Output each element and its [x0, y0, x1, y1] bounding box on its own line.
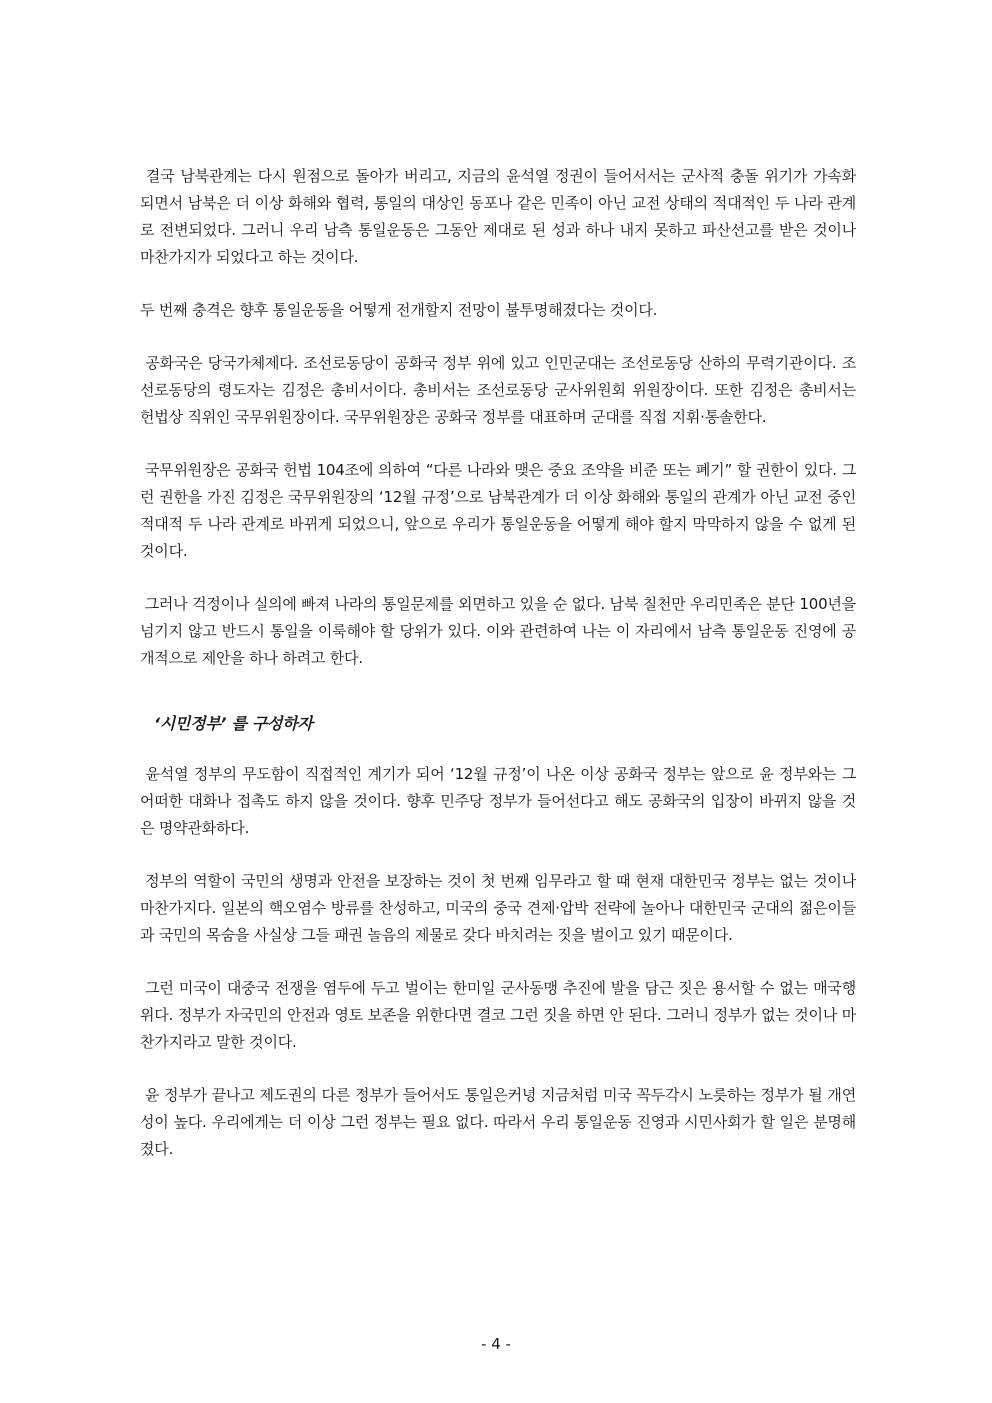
paragraph: 윤석열 정부의 무도함이 직접적인 계기가 되어 ‘12월 규정’이 나온 이상 공화국 정부는 앞으로 윤 정부와는 그 어떠한 대화나 접촉도 하지 않을 것이다. 향후 민주당 정부가 들어선다고 해도 공화국의 입장이 바뀌지 않을 것은 명약관화하다.: [140, 765, 861, 837]
paragraph: 두 번째 충격은 향후 통일운동을 어떻게 전개할지 전망이 불투명해졌다는 것이다.: [140, 301, 658, 319]
paragraph: 윤 정부가 끝나고 제도권의 다른 정부가 들어서도 통일은커녕 지금처럼 미국 꼭두각시 노릇하는 정부가 될 개연성이 높다. 우리에게는 더 이상 그런 정부는 필요 없다. 따라서 우리 통일운동 진영과 시민사회가 할 일은 분명해졌다.: [140, 1086, 856, 1158]
paragraph: 국무위원장은 공화국 헌법 104조에 의하여 “다른 나라와 맺은 중요 조약을 비준 또는 폐기” 할 권한이 있다. 그런 권한을 가진 김정은 국무위원장의 ‘12월 규정’으로 남북관계가 더 이상 화해와 통일의 관계가 아닌 교전 중인 적대적 두 나라 관계로 바뀌게 되었으니, 앞으로 우리가 통일운동을 어떻게 해야 할지 막막하지 않을 수 없게 된 것이다.: [140, 461, 861, 560]
paragraph: 그런 미국이 대중국 전쟁을 염두에 두고 벌이는 한미일 군사동맹 추진에 발을 담근 짓은 용서할 수 없는 매국행위다. 정부가 자국민의 안전과 영토 보존을 위한다면 결코 그런 짓을 하면 안 된다. 그러니 정부가 없는 것이나 마찬가지라고 말한 것이다.: [140, 979, 856, 1051]
paragraph: 정부의 역할이 국민의 생명과 안전을 보장하는 것이 첫 번째 임무라고 할 때 현재 대한민국 정부는 없는 것이나 마찬가지다. 일본의 핵오염수 방류를 찬성하고, 미국의 중국 견제·압박 전략에 놀아나 대한민국 군대의 젊은이들과 국민의 목숨을 사실상 그들 패권 놀음의 제물로 갖다 바치려는 짓을 벌이고 있기 때문이다.: [140, 872, 861, 944]
paragraph: 결국 남북관계는 다시 원점으로 돌아가 버리고, 지금의 윤석열 정권이 들어서서는 군사적 충돌 위기가 가속화 되면서 남북은 더 이상 화해와 협력, 통일의 대상인 동포나 같은 민족이 아닌 교전 상태의 적대적인 두 나라 관계로 전변되었다. 그러니 우리 남측 통일운동은 그동안 제대로 된 성과 하나 내지 못하고 파산선고를 받은 것이나 마찬가지가 되었다고 하는 것이다.: [140, 167, 861, 266]
page-body: [140, 163, 861, 1189]
paragraph: 그러나 걱정이나 실의에 빠져 나라의 통일문제를 외면하고 있을 순 없다. 남북 칠천만 우리민족은 분단 100년을 넘기지 않고 반드시 통일을 이룩해야 할 당위가 있다. 이와 관련하여 나는 이 자리에서 남측 통일운동 진영에 공개적으로 제안을 하나 하려고 한다.: [140, 595, 861, 667]
section-heading: ‘시민정부’ 를 구성하자: [154, 714, 313, 733]
page-number: - 4 -: [481, 1335, 511, 1353]
paragraph: 공화국은 당국가체제다. 조선로동당이 공화국 정부 위에 있고 인민군대는 조선로동당 산하의 무력기관이다. 조선로동당의 령도자는 김정은 총비서이다. 총비서는 조선로동당 군사위원회 위원장이다. 또한 김정은 총비서는 헌법상 직위인 국무위원장이다. 국무위원장은 공화국 정부를 대표하며 군대를 직접 지휘·통솔한다.: [140, 354, 861, 426]
